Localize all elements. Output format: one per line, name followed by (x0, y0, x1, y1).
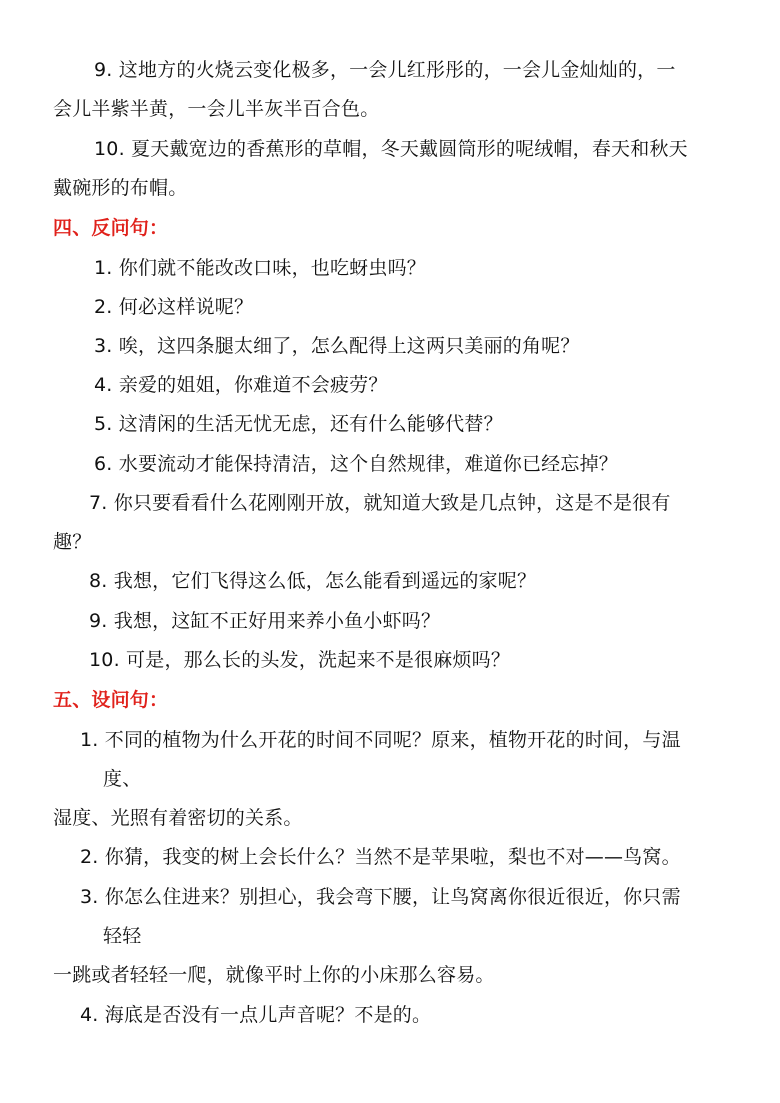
text-line-15: 9. 我想，这缸不正好用来养小鱼小虾吗？ (89, 610, 441, 632)
text-line-19: 度、 (103, 768, 142, 790)
text-line-1: 9. 这地方的火烧云变化极多，一会儿红彤彤的，一会儿金灿灿的，一 (94, 59, 676, 81)
text-line-6: 1. 你们就不能改改口味，也吃蚜虫吗？ (94, 257, 426, 279)
text-line-14: 8. 我想，它们飞得这么低，怎么能看到遥远的家呢？ (89, 570, 537, 592)
text-line-20: 湿度、光照有着密切的关系。 (53, 807, 303, 829)
section-heading-rhetorical: 四、反问句： (53, 217, 169, 239)
text-line-13: 趣？ (53, 531, 92, 553)
text-line-12: 7. 你只要看看什么花刚刚开放，就知道大致是几点钟，这是不是很有 (89, 492, 671, 514)
text-line-25: 4. 海底是否没有一点儿声音呢？不是的。 (80, 1004, 432, 1026)
text-line-3: 10. 夏天戴宽边的香蕉形的草帽，冬天戴圆筒形的呢绒帽，春天和秋天 (94, 138, 688, 160)
text-line-16: 10. 可是，那么长的头发，洗起来不是很麻烦吗？ (89, 649, 511, 671)
text-line-24: 一跳或者轻轻一爬，就像平时上你的小床那么容易。 (53, 964, 495, 986)
text-line-10: 5. 这清闲的生活无忧无虑，还有什么能够代替？ (94, 413, 503, 435)
text-line-9: 4. 亲爱的姐姐，你难道不会疲劳？ (94, 374, 388, 396)
text-line-4: 戴碗形的布帽。 (53, 177, 188, 199)
text-line-21: 2. 你猜，我变的树上会长什么？当然不是苹果啦，梨也不对——鸟窝。 (80, 846, 681, 868)
text-line-23: 轻轻 (103, 925, 142, 947)
text-line-7: 2. 何必这样说呢？ (94, 296, 254, 318)
text-line-2: 会儿半紫半黄，一会儿半灰半百合色。 (53, 98, 380, 120)
text-line-22: 3. 你怎么住进来？别担心，我会弯下腰，让鸟窝离你很近很近，你只需 (80, 886, 681, 908)
text-line-11: 6. 水要流动才能保持清洁，这个自然规律，难道你已经忘掉？ (94, 453, 618, 475)
text-line-18: 1. 不同的植物为什么开花的时间不同呢？原来，植物开花的时间，与温 (80, 729, 681, 751)
text-line-8: 3. 唉，这四条腿太细了，怎么配得上这两只美丽的角呢？ (94, 335, 580, 357)
section-heading-question: 五、设问句： (53, 689, 169, 711)
